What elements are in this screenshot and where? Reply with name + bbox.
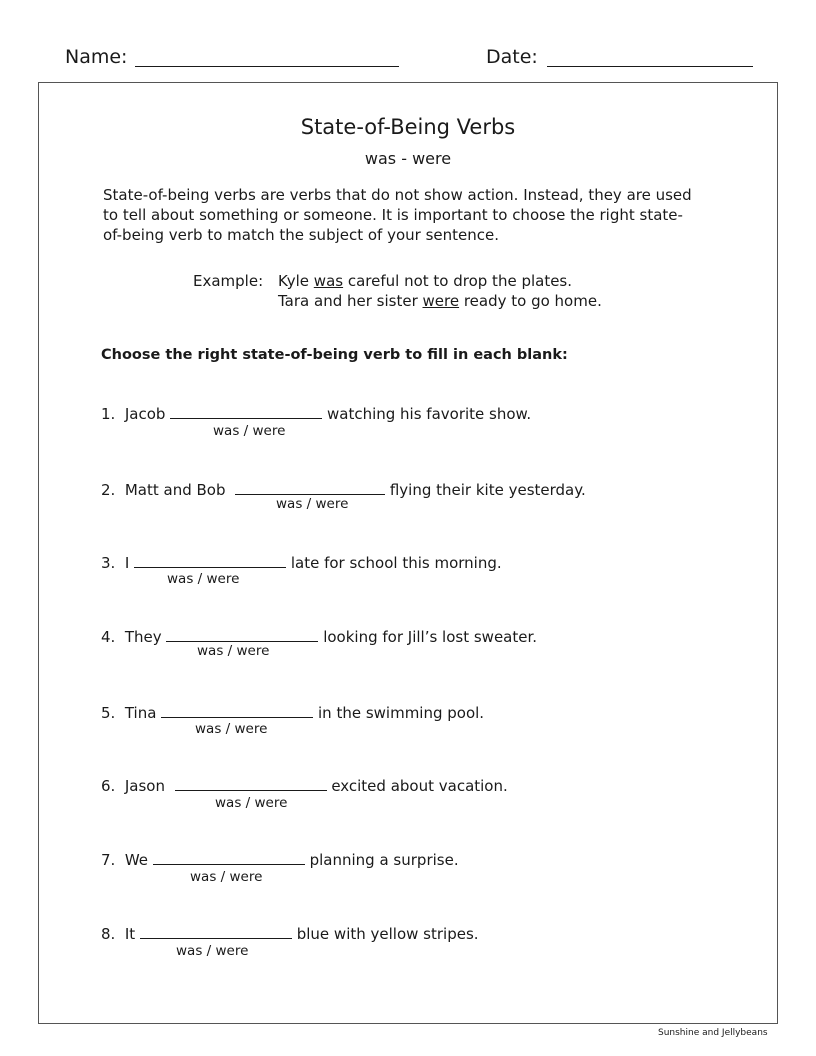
options-hint: was / were — [276, 496, 349, 512]
name-label: Name: — [65, 46, 128, 68]
question-4: 4. They looking for Jill’s lost sweater. — [101, 628, 538, 646]
intro-line: of-being verb to match the subject of your sentence. — [103, 226, 500, 244]
example-verb: were — [422, 292, 460, 310]
question-3: 3. I late for school this morning. — [101, 554, 502, 572]
options-hint: was / were — [195, 721, 268, 737]
intro-line: to tell about something or someone. It is important to choose the right state- — [103, 206, 683, 224]
options-hint: was / were — [213, 423, 286, 439]
name-field[interactable] — [135, 66, 399, 67]
question-1: 1. Jacob watching his favorite show. — [101, 405, 532, 423]
intro-paragraph — [103, 185, 733, 245]
options-hint: was / were — [197, 643, 270, 659]
question-2: 2. Matt and Bob flying their kite yesterday. — [101, 481, 586, 499]
example-verb: was — [313, 272, 344, 290]
example-label: Example: — [193, 272, 264, 290]
answer-blank[interactable] — [153, 850, 305, 865]
answer-blank[interactable] — [235, 480, 385, 495]
options-hint: was / were — [176, 943, 249, 959]
example-line-2: Tara and her sister were ready to go home. — [278, 292, 602, 310]
answer-blank[interactable] — [170, 404, 322, 419]
date-label: Date: — [486, 46, 538, 68]
question-5: 5. Tina in the swimming pool. — [101, 704, 485, 722]
options-hint: was / were — [190, 869, 263, 885]
answer-blank[interactable] — [134, 553, 286, 568]
answer-blank[interactable] — [161, 703, 313, 718]
options-hint: was / were — [167, 571, 240, 587]
example-line-1: Kyle was careful not to drop the plates. — [278, 272, 573, 290]
date-field[interactable] — [547, 66, 753, 67]
answer-blank[interactable] — [175, 776, 327, 791]
question-8: 8. It blue with yellow stripes. — [101, 925, 479, 943]
question-6: 6. Jason excited about vacation. — [101, 777, 508, 795]
answer-blank[interactable] — [140, 924, 292, 939]
footer-credit: Sunshine and Jellybeans — [658, 1028, 768, 1038]
question-7: 7. We planning a surprise. — [101, 851, 459, 869]
page-subtitle: was - were — [364, 149, 452, 168]
instructions: Choose the right state-of-being verb to fill in each blank: — [101, 347, 568, 363]
page-title: State-of-Being Verbs — [300, 115, 516, 139]
options-hint: was / were — [215, 795, 288, 811]
answer-blank[interactable] — [166, 627, 318, 642]
intro-line: State-of-being verbs are verbs that do not show action. Instead, they are used — [103, 186, 692, 204]
